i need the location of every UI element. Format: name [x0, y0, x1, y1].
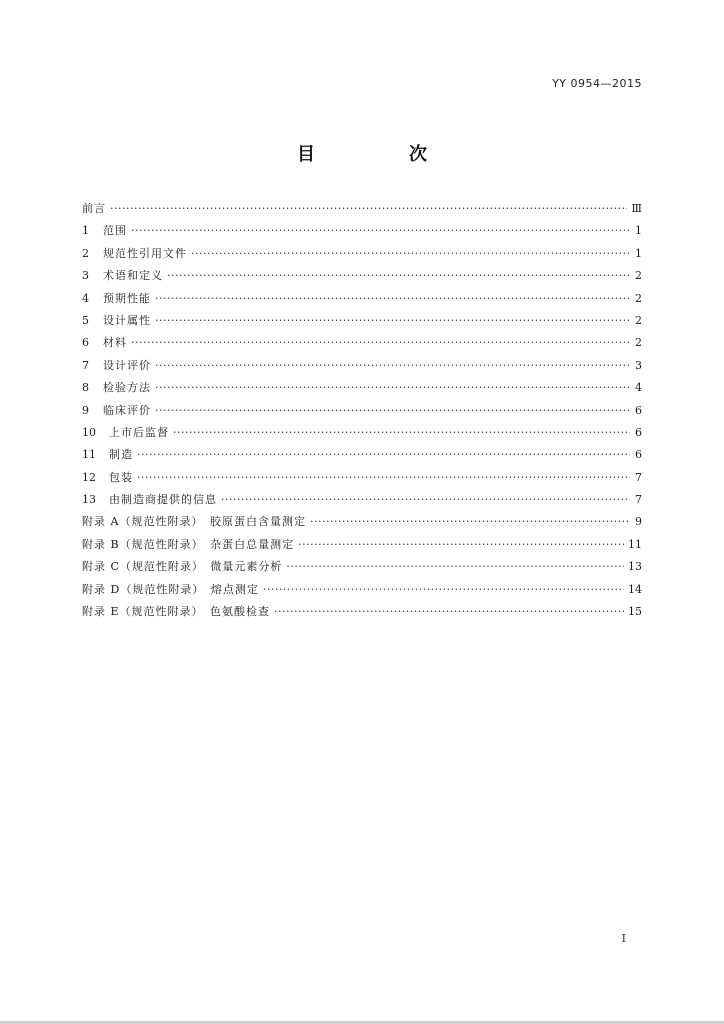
toc-entry-label: 规范性引用文件 — [103, 246, 187, 260]
toc-leader-dots — [155, 355, 630, 377]
toc-entry-manufacturing[interactable] — [82, 444, 642, 466]
toc-entry-number: 9 — [82, 403, 89, 417]
toc-entry-page: 15 — [628, 605, 642, 619]
toc-entry-label: 前言 — [82, 202, 106, 215]
toc-entry-annex-e[interactable] — [82, 601, 642, 623]
toc-entry-label: 术语和定义 — [103, 269, 163, 283]
toc-leader-dots — [310, 511, 630, 533]
toc-entry-label: 包装 — [109, 470, 133, 484]
toc-leader-dots — [221, 489, 630, 511]
toc-entry-label: 附录 C（规范性附录） 微量元素分析 — [82, 560, 283, 574]
toc-leader-dots — [274, 601, 624, 623]
toc-entry-label: 范围 — [103, 224, 127, 238]
toc-entry-page: 2 — [635, 336, 642, 350]
toc-entry-page: 7 — [635, 470, 642, 484]
toc-entry-page: 9 — [635, 515, 642, 529]
toc-entry-page: 2 — [635, 313, 642, 327]
toc-entry-scope[interactable] — [82, 220, 642, 242]
table-of-contents — [82, 198, 642, 623]
toc-entry-label: 检验方法 — [103, 381, 151, 395]
toc-leader-dots — [286, 556, 624, 578]
page-title: 目 次 — [297, 144, 465, 165]
toc-entry-label: 设计属性 — [103, 313, 151, 327]
toc-leader-dots — [155, 377, 630, 399]
toc-entry-number: 11 — [82, 448, 96, 462]
toc-entry-number: 2 — [82, 246, 89, 260]
toc-entry-test-methods[interactable] — [82, 377, 642, 399]
toc-entry-number: 1 — [82, 224, 89, 238]
toc-entry-page: 6 — [635, 448, 642, 462]
toc-entry-annex-d[interactable] — [82, 579, 642, 601]
toc-entry-intended-performance[interactable] — [82, 288, 642, 310]
toc-entry-number: 13 — [82, 493, 96, 507]
toc-leader-dots — [131, 332, 630, 354]
toc-entry-design-evaluation[interactable] — [82, 355, 642, 377]
toc-entry-terms[interactable] — [82, 265, 642, 287]
toc-entry-page: Ⅲ — [631, 202, 642, 215]
toc-leader-dots — [137, 467, 630, 489]
toc-entry-label: 材料 — [103, 336, 127, 350]
toc-entry-page: 6 — [635, 425, 642, 439]
toc-entry-label: 由制造商提供的信息 — [109, 493, 217, 507]
toc-entry-label: 上市后监督 — [109, 425, 169, 439]
toc-leader-dots — [131, 220, 630, 242]
toc-entry-label: 制造 — [109, 448, 133, 462]
toc-entry-page: 7 — [635, 493, 642, 507]
toc-entry-page: 2 — [635, 269, 642, 283]
toc-entry-label: 预期性能 — [103, 291, 151, 305]
toc-leader-dots — [137, 444, 630, 466]
toc-leader-dots — [110, 198, 627, 220]
toc-entry-number: 10 — [82, 425, 96, 439]
toc-entry-page: 6 — [635, 403, 642, 417]
toc-entry-label: 附录 E（规范性附录） 色氨酸检查 — [82, 605, 271, 619]
toc-entry-label: 附录 B（规范性附录） 杂蛋白总量测定 — [82, 537, 295, 551]
toc-entry-page: 2 — [635, 291, 642, 305]
toc-entry-post-market-surveillance[interactable] — [82, 422, 642, 444]
toc-entry-manufacturer-information[interactable] — [82, 489, 642, 511]
page-number: I — [621, 932, 626, 945]
standard-code: YY 0954—2015 — [552, 77, 642, 90]
toc-entry-number: 8 — [82, 381, 89, 395]
toc-entry-page: 3 — [635, 358, 642, 372]
toc-entry-number: 5 — [82, 313, 89, 327]
toc-entry-annex-a[interactable] — [82, 511, 642, 533]
toc-leader-dots — [298, 534, 624, 556]
toc-entry-normative-references[interactable] — [82, 243, 642, 265]
toc-leader-dots — [167, 265, 630, 287]
toc-leader-dots — [191, 243, 630, 265]
toc-entry-annex-c[interactable] — [82, 556, 642, 578]
toc-entry-label: 附录 A（规范性附录） 胶原蛋白含量测定 — [82, 515, 306, 529]
toc-entry-page: 1 — [635, 224, 642, 238]
toc-entry-clinical-evaluation[interactable] — [82, 400, 642, 422]
toc-entry-page: 14 — [628, 582, 642, 596]
toc-entry-annex-b[interactable] — [82, 534, 642, 556]
toc-entry-page: 13 — [628, 560, 642, 574]
toc-entry-page: 11 — [628, 537, 642, 551]
toc-entry-number: 12 — [82, 470, 96, 484]
toc-entry-page: 1 — [635, 246, 642, 260]
toc-leader-dots — [155, 310, 630, 332]
toc-entry-label: 设计评价 — [103, 358, 151, 372]
toc-entry-number: 7 — [82, 358, 89, 372]
toc-leader-dots — [155, 400, 630, 422]
toc-entry-label: 附录 D（规范性附录） 熔点测定 — [82, 582, 259, 596]
toc-leader-dots — [173, 422, 630, 444]
toc-entry-design-attributes[interactable] — [82, 310, 642, 332]
toc-entry-label: 临床评价 — [103, 403, 151, 417]
toc-entry-foreword[interactable] — [82, 198, 642, 220]
toc-leader-dots — [263, 579, 624, 601]
toc-entry-number: 4 — [82, 291, 89, 305]
toc-entry-page: 4 — [635, 381, 642, 395]
toc-leader-dots — [155, 288, 630, 310]
toc-entry-packaging[interactable] — [82, 467, 642, 489]
toc-entry-number: 6 — [82, 336, 89, 350]
toc-entry-number: 3 — [82, 269, 89, 283]
toc-entry-materials[interactable] — [82, 332, 642, 354]
